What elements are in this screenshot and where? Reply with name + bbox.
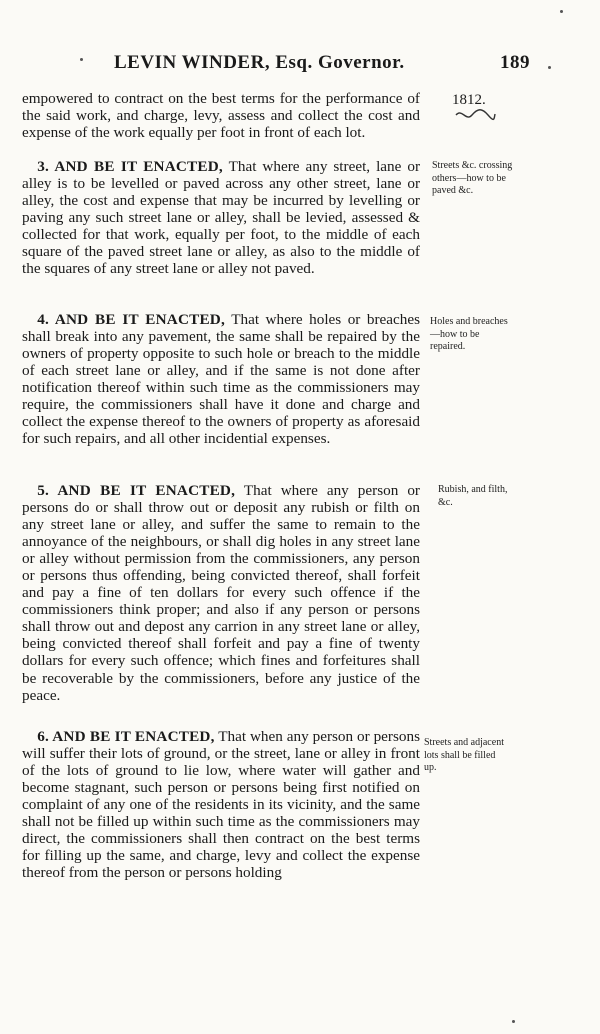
section-3-heading: 3. AND BE IT ENACTED, <box>37 158 223 175</box>
margin-note-section-4: Holes and breaches—how to be repaired. <box>430 316 508 352</box>
body-text <box>22 90 420 881</box>
margin-note-section-3: Streets &c. crossing others—how to be paved &c. <box>432 160 513 196</box>
year-marker: 1812. <box>452 92 486 108</box>
page-number: 189 <box>500 52 530 73</box>
section-4-heading: 4. AND BE IT ENACTED, <box>37 311 225 328</box>
section-4 <box>22 311 420 482</box>
paragraph-intro: empowered to contract on the best terms for the performance of the said work, and charge, levy, assess and collect the cost and expense of the work equally per foot in front of each lot. <box>22 90 420 142</box>
section-6-heading: 6. AND BE IT ENACTED, <box>37 728 215 745</box>
section-3-text: That where any street, lane or alley is to be levelled or paved across any other street, lane or alley, the cost and expense that may be incurred by levelling or paving any such street lane or alley, shall be levied, assessed & collected for that work, equally per foot, to the middle of each square of the paved street lane or alley, as also to the middle of the squares of any street lane or alley not paved. <box>22 158 420 278</box>
section-5-heading: 5. AND BE IT ENACTED, <box>37 482 236 499</box>
section-3 <box>22 158 420 311</box>
section-6 <box>22 728 420 881</box>
section-5-text: That where any person or persons do or shall throw out or deposit any rubish or filth on any street lane or alley, and suffer the same to remain to the annoyance of the neighbours, or shall dig holes in any street lane or alley without permission from the commissioners, any person or persons thus offending, being convicted thereof, shall forfeit and pay a fine of ten dollars for every such offence if the commissioners think proper; and also if any person or persons shall throw out and depost any carrion in any street lane or alley, being convicted thereof shall forfeit and pay a fine of twenty dollars for every such offence; which fines and forfeitures shall be recoverable by the commissioners, before any justice of the peace. <box>22 482 420 704</box>
running-title: LEVIN WINDER, Esq. Governor. <box>114 52 405 73</box>
paper-speck <box>512 1020 515 1023</box>
paper-speck <box>80 58 83 61</box>
paper-speck <box>548 66 551 69</box>
flourish-ornament <box>454 108 496 122</box>
margin-note-section-5: Rubish, and filth, &c. <box>438 484 508 508</box>
margin-note-section-6: Streets and adjacent lots shall be filled up. <box>424 737 504 773</box>
section-4-text: That where holes or breaches shall break into any pavement, the same shall be repaired by the owners of property opposite to such hole or breach to the middle of each street lane or alley, and if the same is not done after notification thereof within such time as the commissioners may require, the commissioners shall have it done and charge and collect the expense thereof to the owners of property as aforesaid for such repairs, and all other incidential expenses. <box>22 311 420 448</box>
paper-speck <box>560 10 563 13</box>
section-6-text: That when any person or persons will suffer their lots of ground, or the street, lane or alley in front of the lots of ground to lie low, where water will gather and become stagnant, such person or persons being first notified on complaint of any one of the residents in its vicinity, and the same shall not be filled up within such time as the commissioners may direct, the commissioners shall then contract on the best terms for filling up the same, and charge, levy and collect the expense thereof from the person or persons holding <box>22 728 420 882</box>
section-5 <box>22 482 420 728</box>
